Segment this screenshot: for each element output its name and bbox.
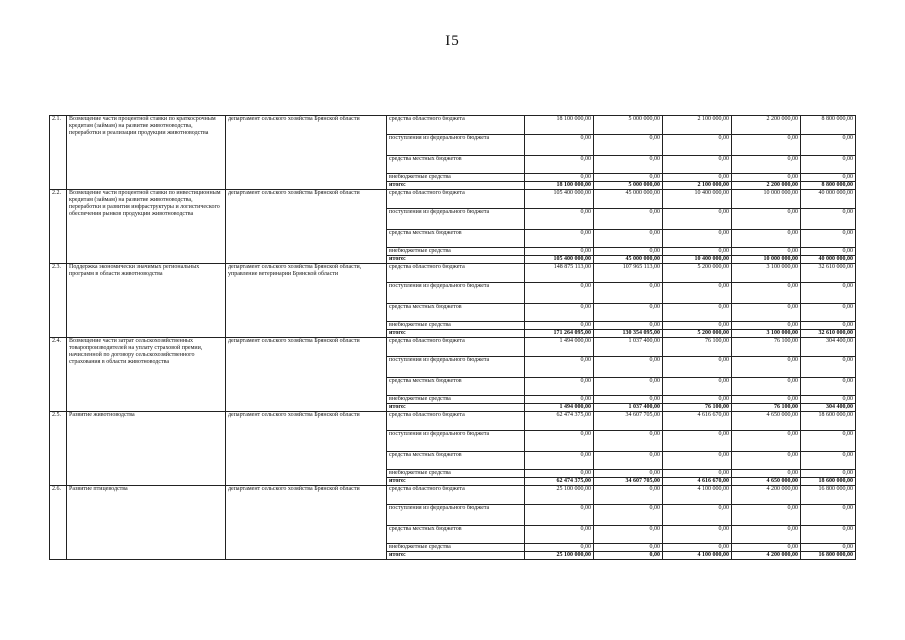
- amount-cell: 5 000 000,00: [594, 116, 663, 135]
- table-row: [50, 486, 856, 505]
- funding-source: поступления из федерального бюджета: [387, 135, 525, 156]
- amount-cell: 0,00: [594, 156, 663, 174]
- funding-source: внебюджетные средства: [387, 396, 525, 404]
- amount-cell: 45 000 000,00: [594, 190, 663, 209]
- amount-cell: 0,00: [525, 209, 594, 230]
- amount-cell: 0,00: [663, 526, 732, 544]
- item-number: 2.4.: [50, 338, 67, 412]
- amount-cell: 0,00: [732, 357, 801, 378]
- amount-cell: 0,00: [594, 378, 663, 396]
- amount-cell: 0,00: [525, 304, 594, 322]
- amount-cell: 148 875 113,00: [525, 264, 594, 283]
- amount-cell: 0,00: [732, 174, 801, 182]
- item-number: 2.6.: [50, 486, 67, 560]
- funding-source: средства местных бюджетов: [387, 452, 525, 470]
- amount-cell: 0,00: [663, 304, 732, 322]
- funding-source: внебюджетные средства: [387, 470, 525, 478]
- amount-cell: 0,00: [525, 283, 594, 304]
- amount-cell: 2 100 000,00: [663, 182, 732, 190]
- amount-cell: 0,00: [732, 156, 801, 174]
- amount-cell: 0,00: [801, 452, 856, 470]
- amount-cell: 3 100 000,00: [732, 330, 801, 338]
- amount-cell: 0,00: [525, 378, 594, 396]
- amount-cell: 0,00: [525, 431, 594, 452]
- amount-cell: 0,00: [594, 470, 663, 478]
- funding-source: средства областного бюджета: [387, 116, 525, 135]
- amount-cell: 8 800 000,00: [801, 116, 856, 135]
- amount-cell: 0,00: [663, 135, 732, 156]
- amount-cell: 0,00: [801, 304, 856, 322]
- funding-source: средства областного бюджета: [387, 338, 525, 357]
- amount-cell: 76 100,00: [663, 338, 732, 357]
- amount-cell: 0,00: [801, 544, 856, 552]
- amount-cell: 25 100 000,00: [525, 552, 594, 560]
- amount-cell: 0,00: [801, 135, 856, 156]
- amount-cell: 5 000 000,00: [594, 182, 663, 190]
- amount-cell: 0,00: [732, 304, 801, 322]
- amount-cell: 4 650 000,00: [732, 412, 801, 431]
- amount-cell: 0,00: [801, 248, 856, 256]
- table-row: [50, 412, 856, 431]
- amount-cell: 0,00: [594, 552, 663, 560]
- amount-cell: 0,00: [525, 322, 594, 330]
- amount-cell: 0,00: [732, 378, 801, 396]
- amount-cell: 0,00: [525, 526, 594, 544]
- amount-cell: 0,00: [663, 209, 732, 230]
- amount-cell: 3 100 000,00: [732, 264, 801, 283]
- funding-source: итого:: [387, 330, 525, 338]
- amount-cell: 62 474 375,00: [525, 478, 594, 486]
- amount-cell: 16 800 000,00: [801, 486, 856, 505]
- funding-source: средства местных бюджетов: [387, 156, 525, 174]
- amount-cell: 0,00: [801, 209, 856, 230]
- amount-cell: 10 000 000,00: [732, 190, 801, 209]
- amount-cell: 0,00: [525, 470, 594, 478]
- amount-cell: 4 100 000,00: [663, 486, 732, 505]
- funding-table-body: [50, 116, 856, 560]
- amount-cell: 0,00: [732, 322, 801, 330]
- amount-cell: 0,00: [801, 322, 856, 330]
- funding-source: итого:: [387, 552, 525, 560]
- amount-cell: 0,00: [594, 283, 663, 304]
- funding-source: поступления из федерального бюджета: [387, 283, 525, 304]
- amount-cell: 0,00: [663, 283, 732, 304]
- responsible-executor: департамент сельского хозяйства Брянской области: [226, 412, 387, 486]
- page-number: I5: [445, 33, 460, 49]
- amount-cell: 0,00: [594, 431, 663, 452]
- amount-cell: 0,00: [732, 544, 801, 552]
- amount-cell: 0,00: [732, 526, 801, 544]
- funding-source: поступления из федерального бюджета: [387, 505, 525, 526]
- amount-cell: 0,00: [663, 248, 732, 256]
- item-number: 2.3.: [50, 264, 67, 338]
- item-number: 2.2.: [50, 190, 67, 264]
- amount-cell: 0,00: [525, 230, 594, 248]
- responsible-executor: департамент сельского хозяйства Брянской области: [226, 190, 387, 264]
- funding-source: внебюджетные средства: [387, 174, 525, 182]
- amount-cell: 0,00: [732, 452, 801, 470]
- amount-cell: 0,00: [594, 544, 663, 552]
- funding-source: средства местных бюджетов: [387, 304, 525, 322]
- table-row: [50, 264, 856, 283]
- amount-cell: 0,00: [732, 396, 801, 404]
- amount-cell: 5 200 000,00: [663, 264, 732, 283]
- amount-cell: 0,00: [594, 452, 663, 470]
- amount-cell: 10 400 000,00: [663, 256, 732, 264]
- funding-source: внебюджетные средства: [387, 248, 525, 256]
- amount-cell: 4 650 000,00: [732, 478, 801, 486]
- amount-cell: 10 400 000,00: [663, 190, 732, 209]
- amount-cell: 0,00: [525, 135, 594, 156]
- amount-cell: 32 610 000,00: [801, 330, 856, 338]
- amount-cell: 40 000 000,00: [801, 256, 856, 264]
- amount-cell: 4 616 670,00: [663, 478, 732, 486]
- amount-cell: 18 600 000,00: [801, 478, 856, 486]
- amount-cell: 18 100 000,00: [525, 182, 594, 190]
- funding-source: средства областного бюджета: [387, 190, 525, 209]
- amount-cell: 0,00: [732, 470, 801, 478]
- funding-source: средства местных бюджетов: [387, 230, 525, 248]
- funding-table: [49, 115, 856, 560]
- amount-cell: 0,00: [663, 505, 732, 526]
- amount-cell: 0,00: [732, 135, 801, 156]
- table-row: [50, 116, 856, 135]
- amount-cell: 8 800 000,00: [801, 182, 856, 190]
- funding-source: средства областного бюджета: [387, 486, 525, 505]
- event-name: Развитие птицеводства: [67, 486, 226, 560]
- amount-cell: 0,00: [525, 505, 594, 526]
- amount-cell: 0,00: [732, 248, 801, 256]
- amount-cell: 4 200 000,00: [732, 486, 801, 505]
- funding-source: итого:: [387, 182, 525, 190]
- amount-cell: 0,00: [663, 431, 732, 452]
- amount-cell: 0,00: [801, 283, 856, 304]
- amount-cell: 4 200 000,00: [732, 552, 801, 560]
- amount-cell: 0,00: [594, 526, 663, 544]
- amount-cell: 16 800 000,00: [801, 552, 856, 560]
- amount-cell: 0,00: [801, 357, 856, 378]
- amount-cell: 0,00: [525, 174, 594, 182]
- responsible-executor: департамент сельского хозяйства Брянской области: [226, 338, 387, 412]
- responsible-executor: департамент сельского хозяйства Брянской области: [226, 116, 387, 190]
- amount-cell: 5 200 000,00: [663, 330, 732, 338]
- amount-cell: 0,00: [594, 357, 663, 378]
- amount-cell: 0,00: [801, 470, 856, 478]
- amount-cell: 0,00: [663, 230, 732, 248]
- funding-source: поступления из федерального бюджета: [387, 431, 525, 452]
- amount-cell: 0,00: [732, 283, 801, 304]
- amount-cell: 0,00: [801, 174, 856, 182]
- funding-source: средства местных бюджетов: [387, 378, 525, 396]
- amount-cell: 107 965 113,00: [594, 264, 663, 283]
- amount-cell: 0,00: [594, 486, 663, 505]
- event-name: Возмещение части затрат сельскохозяйственных товаропроизводителей на уплату страховой премии, начисленной по договору сельскохозяйственного страхования в области животноводства: [67, 338, 226, 412]
- amount-cell: 0,00: [525, 248, 594, 256]
- amount-cell: 0,00: [525, 544, 594, 552]
- amount-cell: 0,00: [525, 357, 594, 378]
- amount-cell: 0,00: [801, 505, 856, 526]
- amount-cell: 0,00: [594, 304, 663, 322]
- amount-cell: 76 100,00: [732, 338, 801, 357]
- amount-cell: 34 607 705,00: [594, 478, 663, 486]
- amount-cell: 0,00: [663, 544, 732, 552]
- amount-cell: 18 600 000,00: [801, 412, 856, 431]
- amount-cell: 0,00: [663, 174, 732, 182]
- funding-source: средства областного бюджета: [387, 264, 525, 283]
- amount-cell: 34 607 705,00: [594, 412, 663, 431]
- amount-cell: 0,00: [663, 322, 732, 330]
- funding-source: поступления из федерального бюджета: [387, 209, 525, 230]
- amount-cell: 1 494 000,00: [525, 338, 594, 357]
- responsible-executor: департамент сельского хозяйства Брянской области, управление ветеринарии Брянской области: [226, 264, 387, 338]
- amount-cell: 304 400,00: [801, 338, 856, 357]
- amount-cell: 0,00: [663, 357, 732, 378]
- amount-cell: 0,00: [801, 156, 856, 174]
- funding-source: внебюджетные средства: [387, 544, 525, 552]
- amount-cell: 0,00: [525, 452, 594, 470]
- amount-cell: 0,00: [594, 396, 663, 404]
- table-row: [50, 190, 856, 209]
- funding-source: итого:: [387, 256, 525, 264]
- event-name: Поддержка экономически значимых региональных программ в области животноводства: [67, 264, 226, 338]
- amount-cell: 62 474 375,00: [525, 412, 594, 431]
- funding-source: поступления из федерального бюджета: [387, 357, 525, 378]
- amount-cell: 0,00: [801, 526, 856, 544]
- amount-cell: 0,00: [663, 378, 732, 396]
- amount-cell: 0,00: [801, 431, 856, 452]
- amount-cell: 0,00: [801, 378, 856, 396]
- amount-cell: 105 400 000,00: [525, 190, 594, 209]
- amount-cell: 4 616 670,00: [663, 412, 732, 431]
- amount-cell: 76 100,00: [732, 404, 801, 412]
- amount-cell: 4 100 000,00: [663, 552, 732, 560]
- amount-cell: 76 100,00: [663, 404, 732, 412]
- event-name: Возмещение части процентной ставки по инвестиционным кредитам (займам) на развитие животноводства, переработки и развития инфраструктуры и логистического обеспечения рынков продукции животноводства: [67, 190, 226, 264]
- amount-cell: 105 400 000,00: [525, 256, 594, 264]
- amount-cell: 0,00: [663, 156, 732, 174]
- amount-cell: 25 100 000,00: [525, 486, 594, 505]
- amount-cell: 0,00: [732, 209, 801, 230]
- funding-source: итого:: [387, 404, 525, 412]
- event-name: Возмещение части процентной ставки по краткосрочным кредитам (займам) на развитие животноводства, переработки и реализации продукции животноводства: [67, 116, 226, 190]
- amount-cell: 40 000 000,00: [801, 190, 856, 209]
- amount-cell: 0,00: [732, 431, 801, 452]
- amount-cell: 0,00: [525, 156, 594, 174]
- item-number: 2.5.: [50, 412, 67, 486]
- amount-cell: 1 494 000,00: [525, 404, 594, 412]
- amount-cell: 10 000 000,00: [732, 256, 801, 264]
- amount-cell: 0,00: [594, 248, 663, 256]
- responsible-executor: департамент сельского хозяйства Брянской области: [226, 486, 387, 560]
- amount-cell: 130 354 095,00: [594, 330, 663, 338]
- amount-cell: 45 000 000,00: [594, 256, 663, 264]
- amount-cell: 0,00: [594, 209, 663, 230]
- amount-cell: 18 100 000,00: [525, 116, 594, 135]
- amount-cell: 304 400,00: [801, 404, 856, 412]
- amount-cell: 171 264 095,00: [525, 330, 594, 338]
- amount-cell: 0,00: [663, 452, 732, 470]
- amount-cell: 0,00: [525, 396, 594, 404]
- table-row: [50, 338, 856, 357]
- funding-source: средства областного бюджета: [387, 412, 525, 431]
- amount-cell: 2 200 000,00: [732, 182, 801, 190]
- amount-cell: 2 200 000,00: [732, 116, 801, 135]
- amount-cell: 0,00: [732, 505, 801, 526]
- amount-cell: 1 037 400,00: [594, 338, 663, 357]
- event-name: Развитие животноводства: [67, 412, 226, 486]
- amount-cell: 32 610 000,00: [801, 264, 856, 283]
- funding-source: средства местных бюджетов: [387, 526, 525, 544]
- amount-cell: 0,00: [801, 230, 856, 248]
- amount-cell: 0,00: [594, 174, 663, 182]
- amount-cell: 0,00: [801, 396, 856, 404]
- funding-source: итого:: [387, 478, 525, 486]
- amount-cell: 0,00: [594, 230, 663, 248]
- amount-cell: 0,00: [594, 322, 663, 330]
- amount-cell: 0,00: [732, 230, 801, 248]
- amount-cell: 0,00: [663, 396, 732, 404]
- amount-cell: 0,00: [594, 135, 663, 156]
- amount-cell: 1 037 400,00: [594, 404, 663, 412]
- amount-cell: 0,00: [663, 470, 732, 478]
- item-number: 2.1.: [50, 116, 67, 190]
- funding-source: внебюджетные средства: [387, 322, 525, 330]
- amount-cell: 2 100 000,00: [663, 116, 732, 135]
- amount-cell: 0,00: [594, 505, 663, 526]
